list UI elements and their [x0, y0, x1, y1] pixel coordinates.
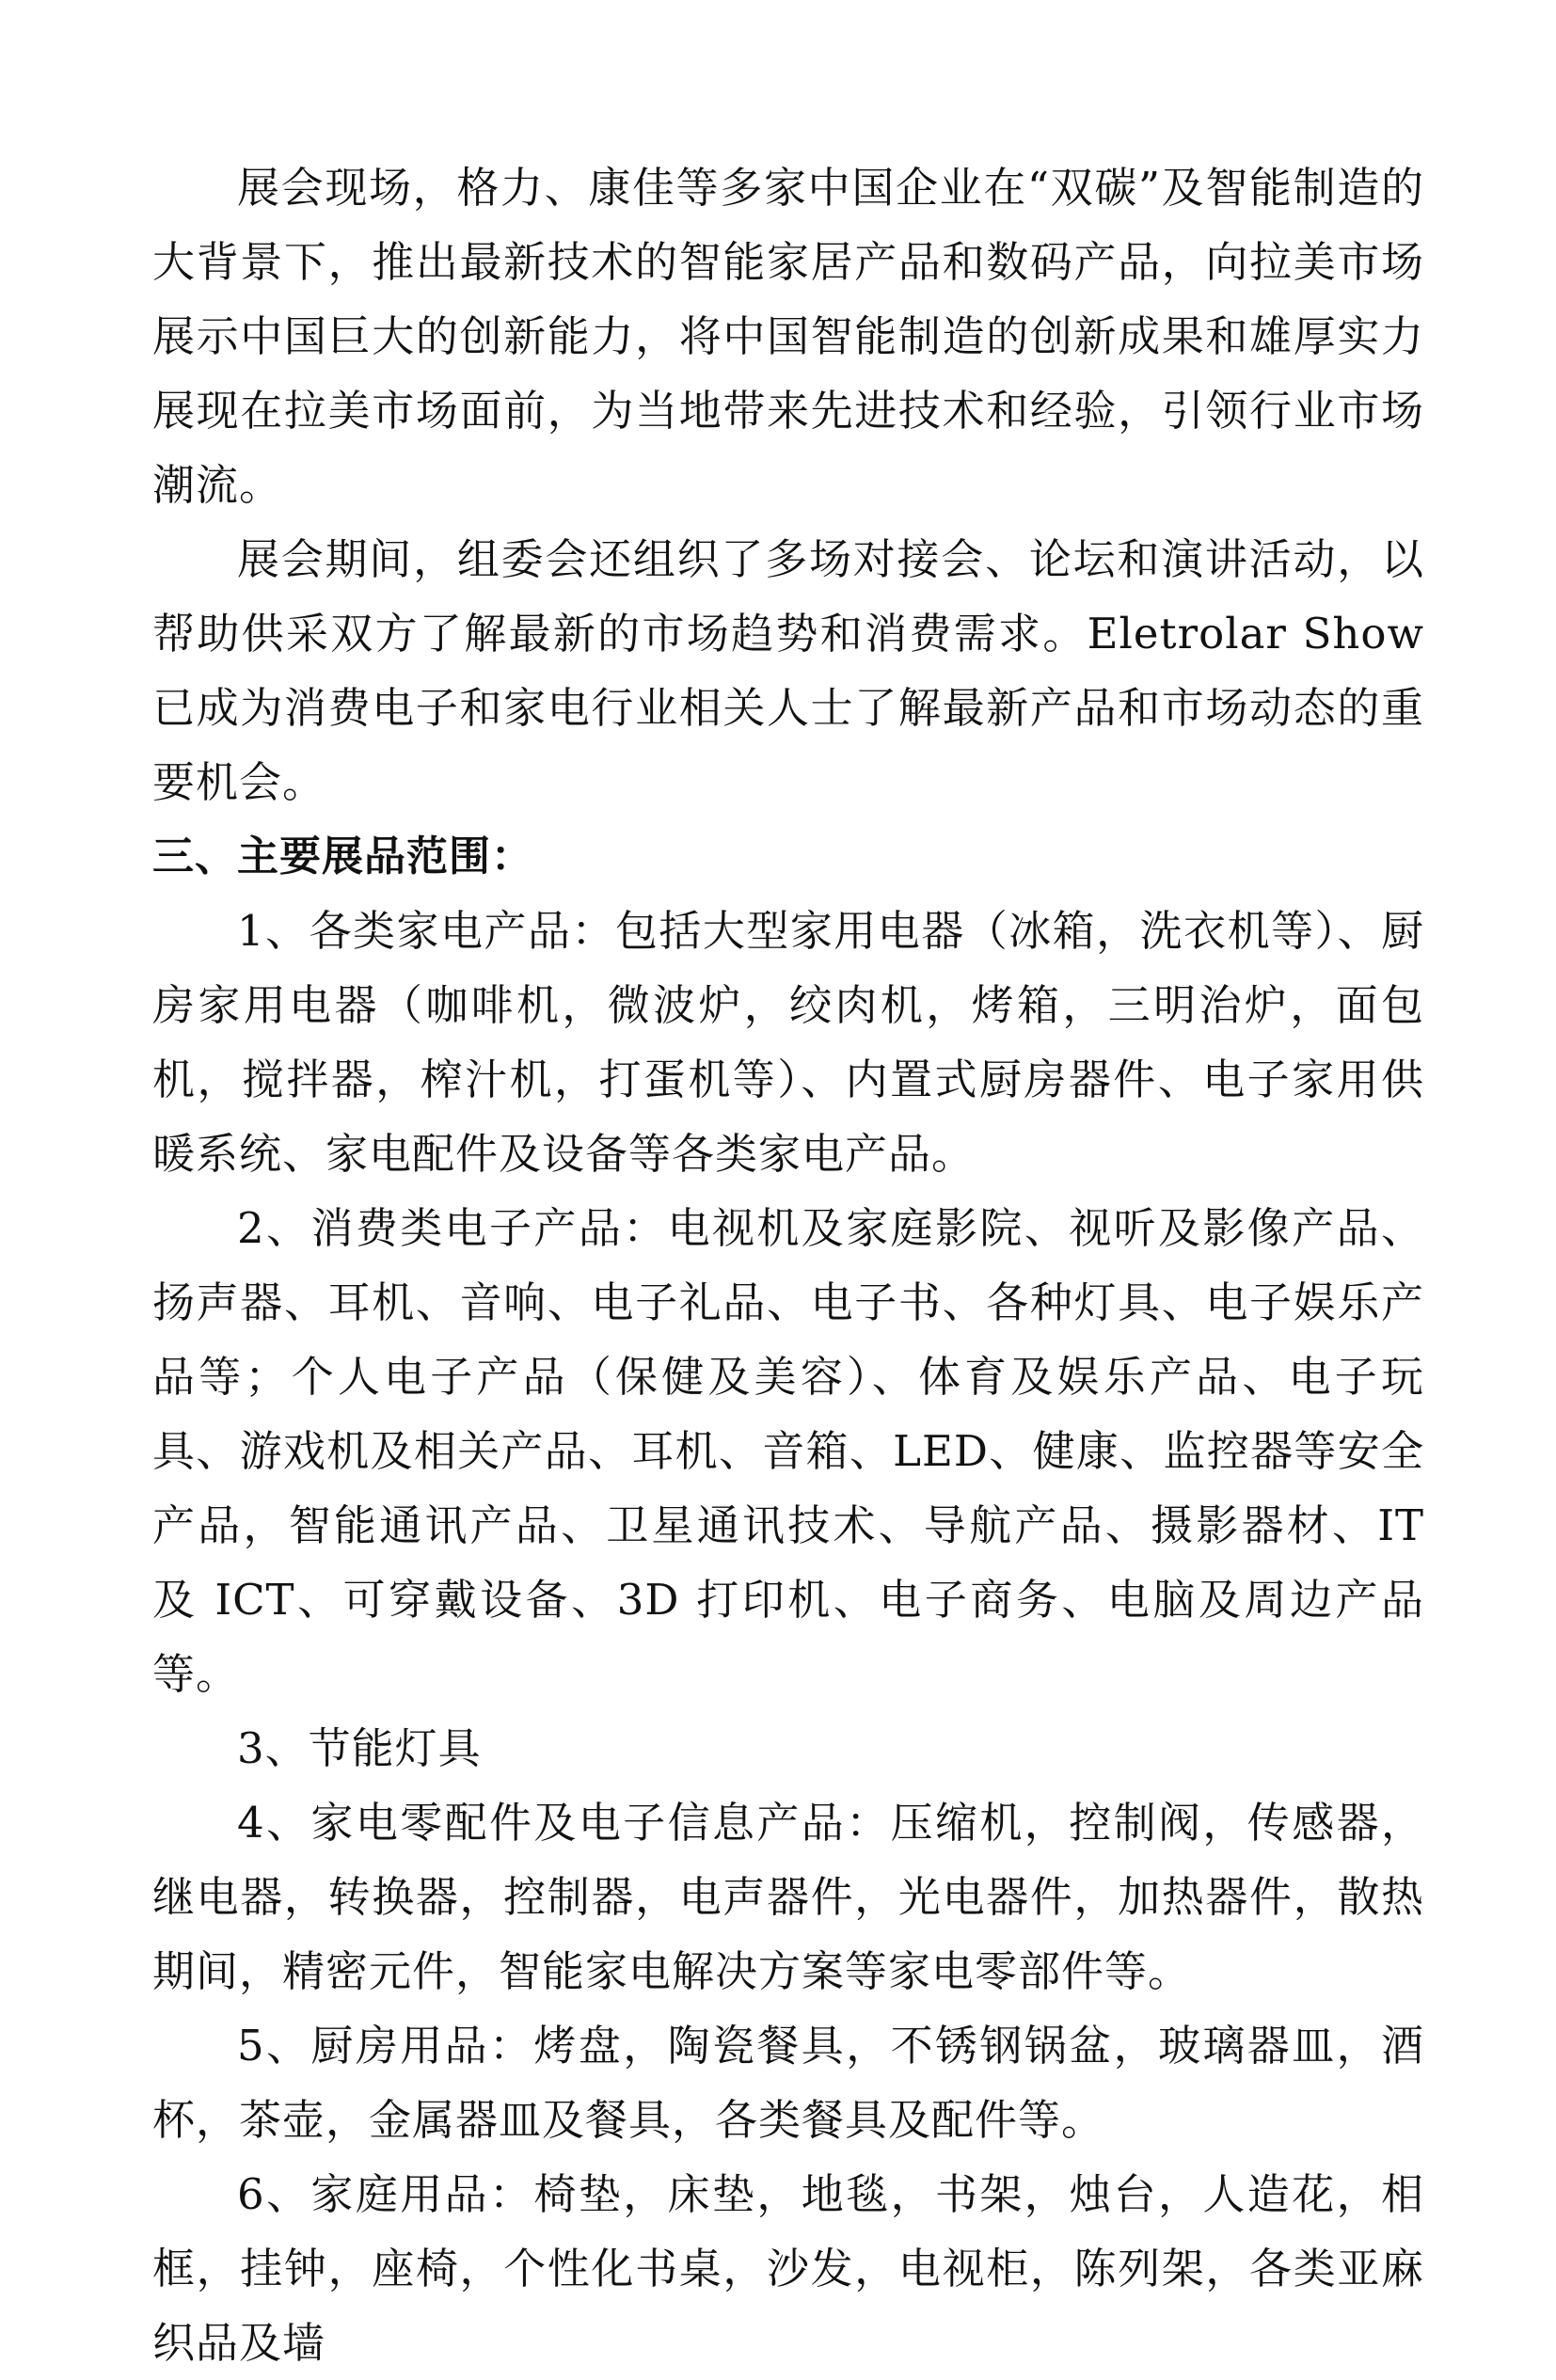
list-item-6: 6、家庭用品：椅垫，床垫，地毯，书架，烛台，人造花，相框，挂钟，座椅，个性化书桌，沙发，电视柜，陈列架，各类亚麻织品及墙 — [152, 2169, 1424, 2368]
list-item-2: 2、消费类电子产品：电视机及家庭影院、视听及影像产品、扬声器、耳机、音响、电子礼品、电子书、各种灯具、电子娱乐产品等；个人电子产品（保健及美容）、体育及娱乐产品、电子玩具、游戏机及相关产品、耳机、音箱、LED、健康、监控器等安全产品，智能通讯产品、卫星通讯技术、导航产品、摄影器材、IT 及 ICT、可穿戴设备、3D 打印机、电子商务、电脑及周边产品等。 — [152, 1203, 1424, 1699]
intro-paragraph-1: 展会现场，格力、康佳等多家中国企业在“双碳”及智能制造的大背景下，推出最新技术的智能家居产品和数码产品，向拉美市场展示中国巨大的创新能力，将中国智能制造的创新成果和雄厚实力展现在拉美市场面前，为当地带来先进技术和经验，引领行业市场潮流。 — [152, 163, 1424, 510]
list-item-1: 1、各类家电产品：包括大型家用电器（冰箱，洗衣机等）、厨房家用电器（咖啡机，微波炉，绞肉机，烤箱，三明治炉，面包机，搅拌器，榨汁机，打蛋机等）、内置式厨房器件、电子家用供暖系统、家电配件及设备等各类家电产品。 — [152, 906, 1424, 1179]
list-item-3: 3、节能灯具 — [237, 1723, 482, 1773]
document-page — [152, 151, 1424, 2380]
list-item-4: 4、家电零配件及电子信息产品：压缩机，控制阀，传感器，继电器，转换器，控制器，电声器件，光电器件，加热器件，散热期间，精密元件，智能家电解决方案等家电零部件等。 — [152, 1798, 1424, 1996]
section-heading: 三、主要展品范围： — [152, 833, 533, 881]
intro-paragraph-2: 展会期间，组委会还组织了多场对接会、论坛和演讲活动，以帮助供采双方了解最新的市场趋势和消费需求。Eletrolar Show 已成为消费电子和家电行业相关人士了解最新产品和市场动态的重要机会。 — [152, 534, 1424, 807]
list-item-5: 5、厨房用品：烤盘，陶瓷餐具，不锈钢锅盆，玻璃器皿，酒杯，茶壶，金属器皿及餐具，各类餐具及配件等。 — [152, 2021, 1424, 2145]
